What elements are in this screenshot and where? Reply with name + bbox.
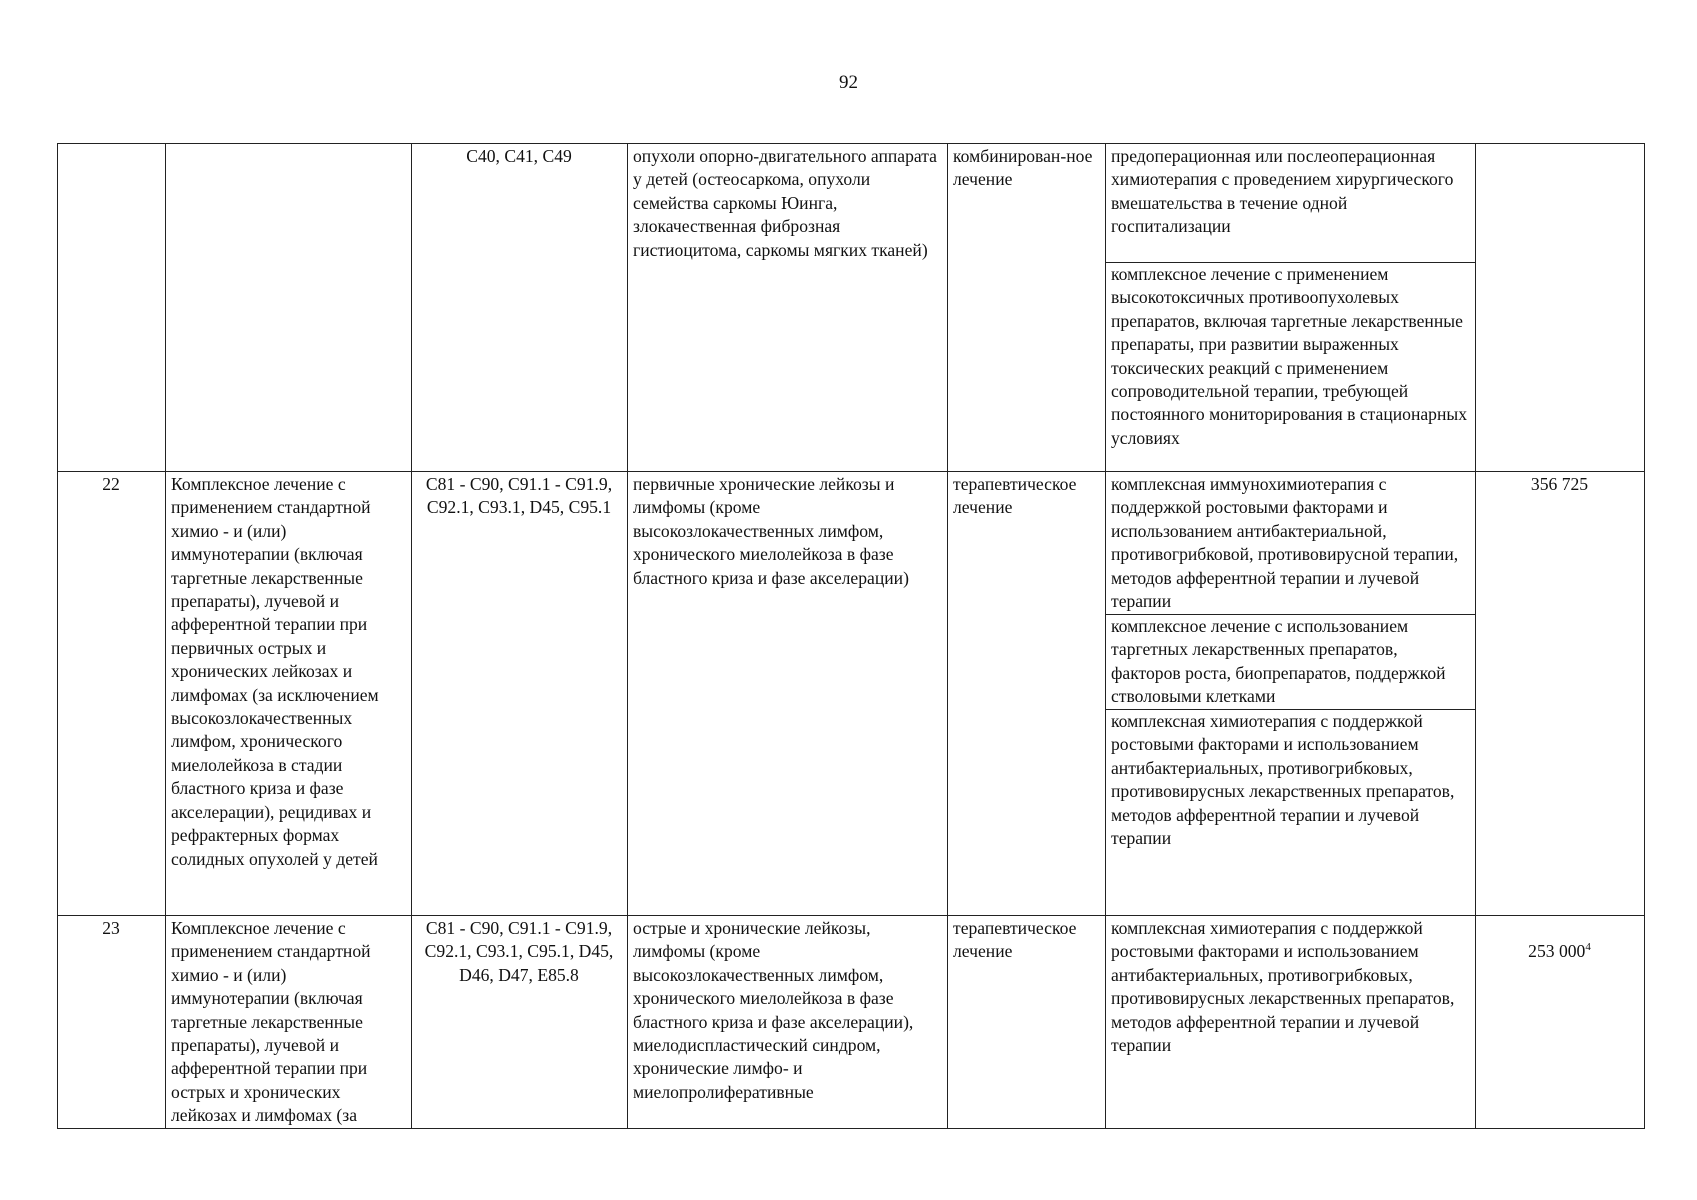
care-type-name: Комплексное лечение с применением стандартной химио - и (или) иммунотерапии (включая таргетные лекарственные препараты), лучевой и афферентной терапии при острых и хронических лейкозах и лимфомах (за bbox=[166, 916, 412, 1129]
treatment-methods bbox=[1106, 916, 1476, 1129]
row-number: 23 bbox=[58, 916, 166, 1129]
cost bbox=[1476, 144, 1645, 472]
patient-model: острые и хронические лейкозы, лимфомы (кроме высокозлокачественных лимфом, хронического миелолейкоза в фазе бластного криза и фазе акселерации), миелодиспластический синдром, хронические лимфо- и миелопролиферативные bbox=[628, 916, 948, 1129]
treatment-method: комплексная иммунохимиотерапия с поддержкой ростовыми факторами и использованием антибактериальной, противогрибковой, противовирусной терапии, методов афферентной терапии и лучевой терапии bbox=[1111, 474, 1459, 612]
treatment-method: комплексное лечение с применением высокотоксичных противоопухолевых препаратов, включая таргетные лекарственные препараты, при развитии выраженных токсических реакций с применением сопроводительной терапии, требующей постоянного мониторирования в стационарных условиях bbox=[1106, 262, 1475, 450]
treatment-method: комплексное лечение с использованием таргетных лекарственных препаратов, факторов роста, биопрепаратов, поддержкой стволовыми клетками bbox=[1106, 614, 1475, 709]
treatment-type: комбинирован-ное лечение bbox=[948, 144, 1106, 472]
table-row bbox=[58, 144, 1645, 472]
medical-care-table bbox=[57, 143, 1645, 1129]
treatment-method: предоперационная или послеоперационная химиотерапия с проведением хирургического вмешательства в течение одной госпитализации bbox=[1111, 146, 1454, 237]
table-row bbox=[58, 472, 1645, 916]
cost bbox=[1476, 472, 1645, 916]
treatment-method: комплексная химиотерапия с поддержкой ростовыми факторами и использованием антибактериальных, противогрибковых, противовирусных лекарственных препаратов, методов афферентной терапии и лучевой терапии bbox=[1106, 709, 1475, 850]
treatment-method: комплексная химиотерапия с поддержкой ростовыми факторами и использованием антибактериальных, противогрибковых, противовирусных лекарственных препаратов, методов афферентной терапии и лучевой терапии bbox=[1111, 918, 1455, 1056]
page-number: 92 bbox=[839, 72, 858, 93]
cost-footnote: 4 bbox=[1585, 941, 1591, 954]
patient-model: опухоли опорно-двигательного аппарата у детей (остеосаркома, опухоли семейства саркомы Юинга, злокачественная фиброзная гистиоцитома, саркомы мягких тканей) bbox=[628, 144, 948, 472]
patient-model: первичные хронические лейкозы и лимфомы (кроме высокозлокачественных лимфом, хронического миелолейкоза в фазе бластного криза и фазе акселерации) bbox=[628, 472, 948, 916]
row-number bbox=[58, 144, 166, 472]
icd-codes: С40, С41, С49 bbox=[412, 144, 628, 472]
treatment-type: терапевтическое лечение bbox=[948, 472, 1106, 916]
treatment-methods bbox=[1106, 144, 1476, 472]
care-type-name: Комплексное лечение с применением стандартной химио - и (или) иммунотерапии (включая таргетные лекарственные препараты), лучевой и афферентной терапии при первичных острых и хронических лейкозах и лимфомах (за исключением высокозлокачественных лимфом, хронического миелолейкоза в стадии бластного криза и фазе акселерации), рецидивах и рефрактерных формах солидных опухолей у детей bbox=[166, 472, 412, 916]
icd-codes: С81 - С90, С91.1 - С91.9, С92.1, С93.1, D45, С95.1 bbox=[412, 472, 628, 916]
cost bbox=[1476, 916, 1645, 1129]
care-type-name bbox=[166, 144, 412, 472]
cost-value: 356 725 bbox=[1530, 474, 1589, 494]
icd-codes: С81 - С90, С91.1 - С91.9, С92.1, С93.1, С95.1, D45, D46, D47, E85.8 bbox=[412, 916, 628, 1129]
treatment-type: терапевтическое лечение bbox=[948, 916, 1106, 1129]
row-number: 22 bbox=[58, 472, 166, 916]
treatment-methods bbox=[1106, 472, 1476, 916]
table-row bbox=[58, 916, 1645, 1129]
cost-value: 253 000 bbox=[1528, 941, 1586, 961]
